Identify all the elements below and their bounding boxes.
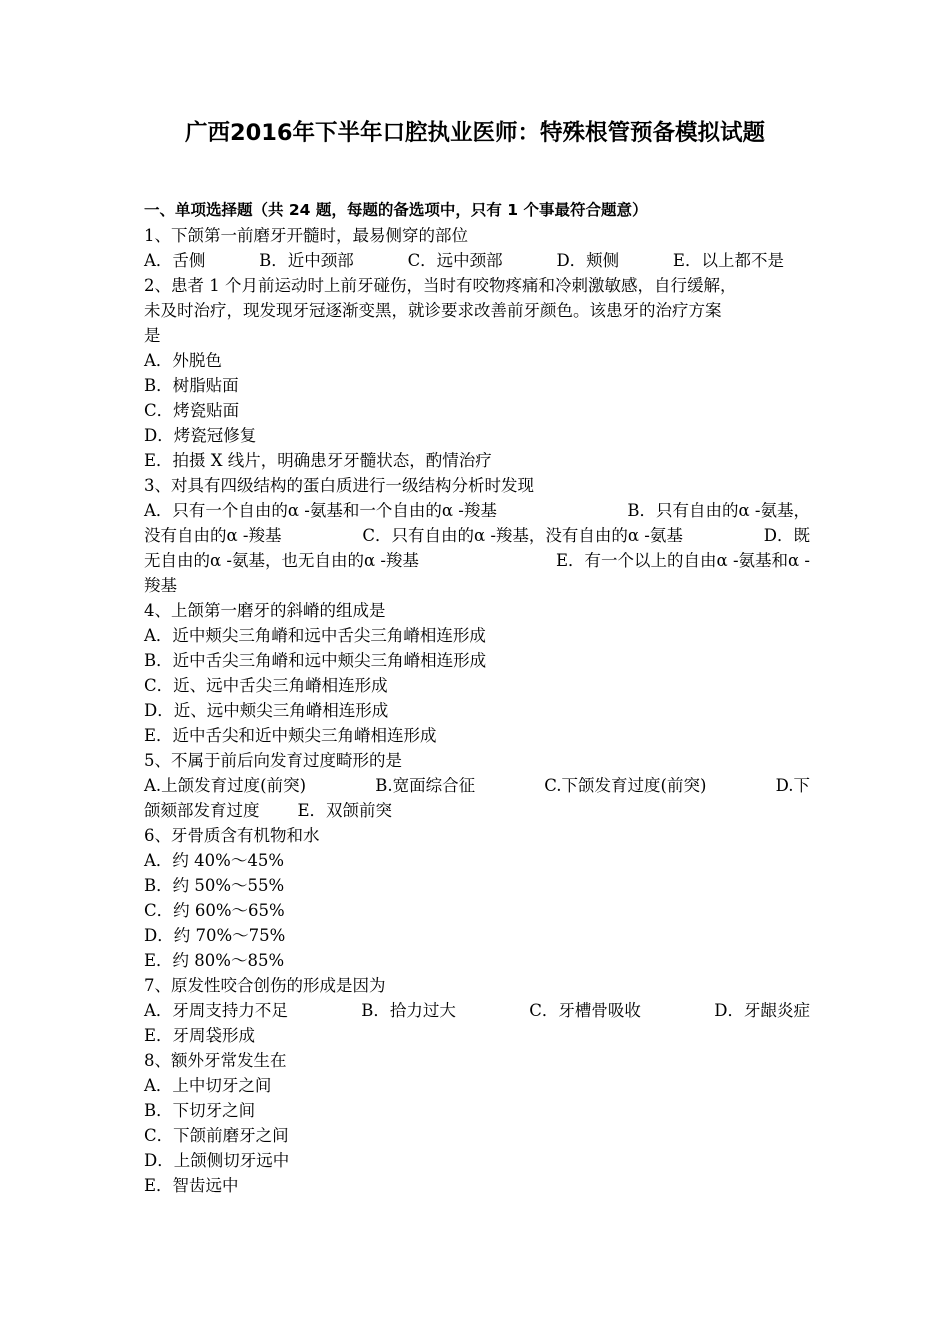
question-stem: 6、牙骨质含有机物和水 (144, 826, 320, 845)
option-text: D．既 (763, 526, 810, 545)
option-text: A．牙周支持力不足 (144, 1001, 288, 1020)
text-line: A．近中颊尖三角嵴和远中舌尖三角嵴相连形成 (144, 626, 486, 645)
text-line: D．上颌侧切牙远中 (144, 1151, 290, 1170)
question-stem: 7、原发性咬合创伤的形成是因为 (144, 976, 386, 995)
option-text: A.上颌发育过度(前突) (144, 776, 307, 795)
text-line: B．下切牙之间 (144, 1101, 256, 1120)
text-line: A．上中切牙之间 (144, 1076, 272, 1095)
question-stem: 1、下颌第一前磨牙开髓时，最易侧穿的部位 (144, 226, 468, 245)
option-text: 没有自由的α -羧基 (144, 526, 282, 545)
option-text: A．舌侧 (144, 251, 206, 270)
text-line: E．约 80%～85% (144, 951, 285, 970)
question-lines (144, 223, 810, 1198)
text-line: E．拍摄 X 线片，明确患牙牙髓状态，酌情治疗 (144, 451, 492, 470)
text-line: C．烤瓷贴面 (144, 401, 240, 420)
text-line: A．外脱色 (144, 351, 222, 370)
text-line: A．约 40%～45% (144, 851, 285, 870)
text-line: C．近、远中舌尖三角嵴相连形成 (144, 676, 388, 695)
option-text: A．只有一个自由的α -氨基和一个自由的α -羧基 (144, 501, 497, 520)
option-row (144, 798, 810, 823)
text-line: B．约 50%～55% (144, 876, 285, 895)
question-list (144, 198, 810, 1198)
option-row (144, 773, 810, 798)
option-text: E．双颌前突 (297, 801, 393, 820)
question-stem: 5、不属于前后向发育过度畸形的是 (144, 751, 402, 770)
option-row (144, 548, 810, 573)
option-text: C.下颌发育过度(前突) (544, 776, 707, 795)
option-text: C．只有自由的α -羧基，没有自由的α -氨基 (362, 526, 683, 545)
section-heading: 一、单项选择题（共 24 题，每题的备选项中，只有 1 个事最符合题意） (144, 201, 648, 219)
text-line: 羧基 (144, 576, 177, 595)
option-text: 颌颏部发育过度 (144, 801, 260, 820)
option-text: B．拾力过大 (361, 1001, 456, 1020)
text-line: D．烤瓷冠修复 (144, 426, 257, 445)
option-text: E．有一个以上的自由α -氨基和α - (556, 551, 810, 570)
option-text: B．只有自由的α -氨基， (627, 501, 810, 520)
document-title: 广西2016年下半年口腔执业医师：特殊根管预备模拟试题 (184, 120, 766, 146)
option-text: E．以上都不是 (672, 251, 784, 270)
question-stem: 3、对具有四级结构的蛋白质进行一级结构分析时发现 (144, 476, 534, 495)
option-text: B.宽面综合征 (375, 776, 476, 795)
text-line: 是 (144, 326, 161, 345)
option-row (144, 498, 810, 523)
option-text: D.下 (775, 776, 810, 795)
option-text: 无自由的α -氨基，也无自由的α -羧基 (144, 551, 419, 570)
question-stem: 2、患者 1 个月前运动时上前牙碰伤，当时有咬物疼痛和冷刺激敏感，自行缓解， (144, 276, 737, 295)
option-row (144, 248, 784, 273)
option-text: B．近中颈部 (259, 251, 354, 270)
text-line: E．牙周袋形成 (144, 1026, 256, 1045)
option-text: C．远中颈部 (407, 251, 503, 270)
text-line: E．智齿远中 (144, 1176, 239, 1195)
option-text: D．牙龈炎症 (714, 1001, 810, 1020)
option-row (144, 998, 810, 1023)
text-line: E．近中舌尖和近中颊尖三角嵴相连形成 (144, 726, 437, 745)
text-line: B．树脂贴面 (144, 376, 239, 395)
text-line: D．近、远中颊尖三角嵴相连形成 (144, 701, 389, 720)
text-line: B．近中舌尖三角嵴和远中颊尖三角嵴相连形成 (144, 651, 487, 670)
text-line: D．约 70%～75% (144, 926, 286, 945)
option-text: C．牙槽骨吸收 (529, 1001, 641, 1020)
option-row (144, 523, 810, 548)
question-stem: 8、额外牙常发生在 (144, 1051, 287, 1070)
text-line: 未及时治疗，现发现牙冠逐渐变黑，就诊要求改善前牙颜色。该患牙的治疗方案 (144, 301, 722, 320)
text-line: C．约 60%～65% (144, 901, 285, 920)
option-text: D．颊侧 (556, 251, 620, 270)
question-stem: 4、上颌第一磨牙的斜嵴的组成是 (144, 601, 386, 620)
text-line: C．下颌前磨牙之间 (144, 1126, 289, 1145)
